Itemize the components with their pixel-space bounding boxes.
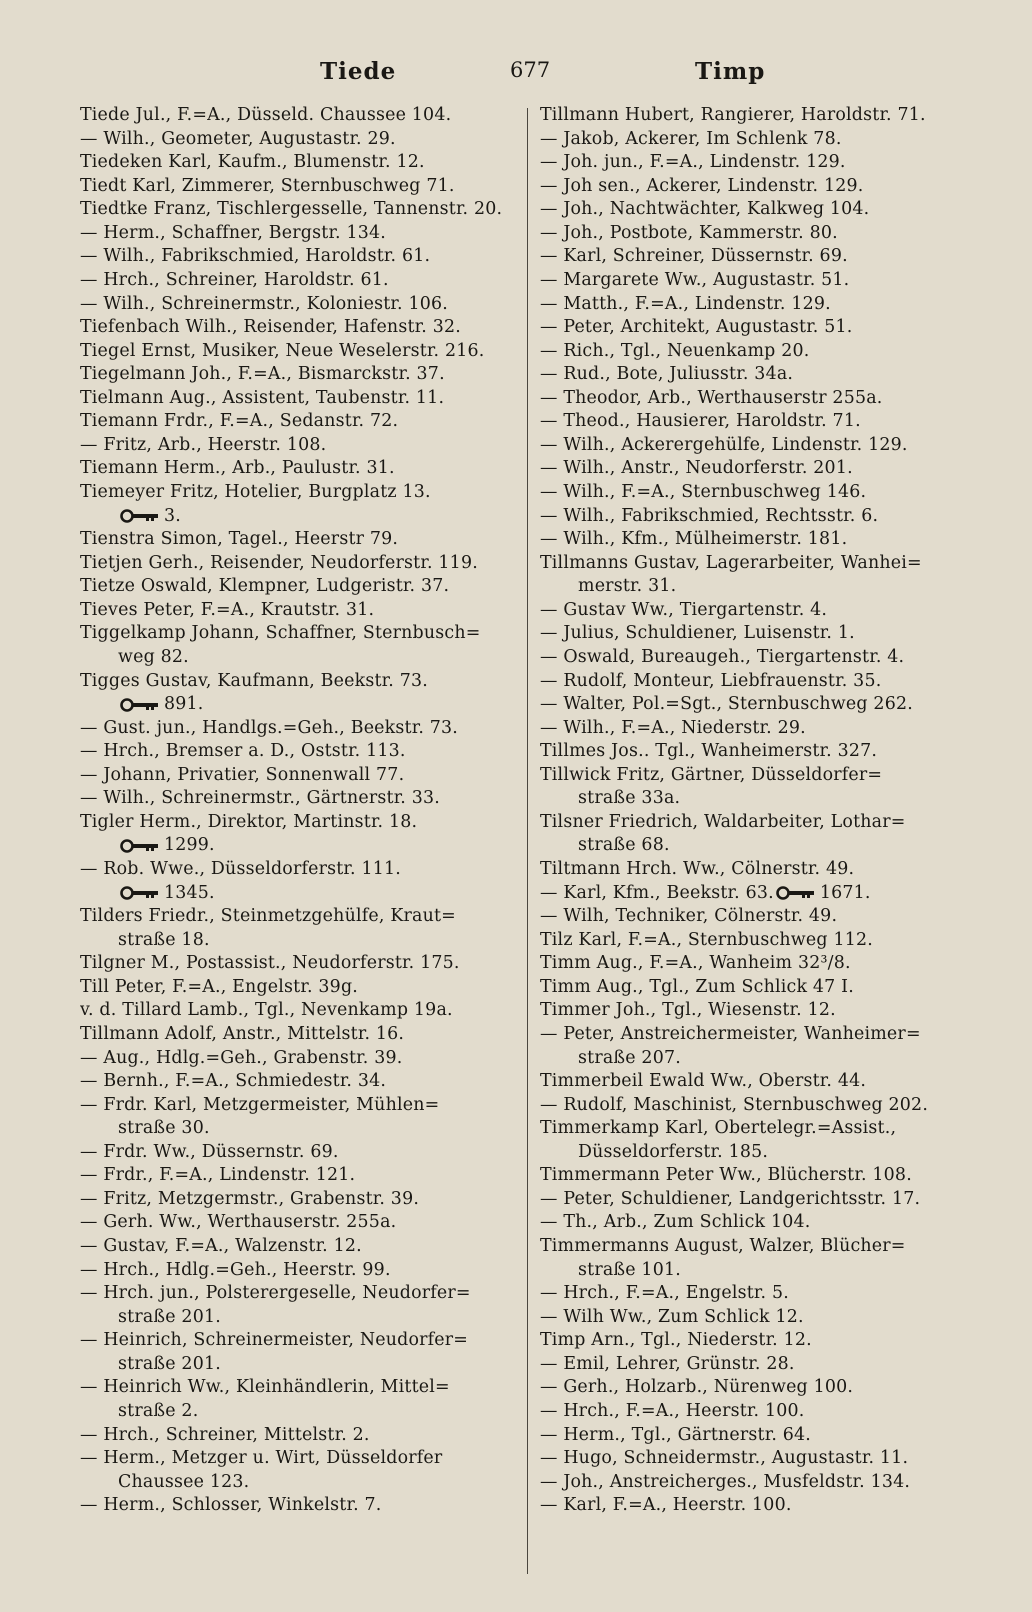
directory-entry: — Theodor, Arb., Werthauserstr 255a.: [540, 387, 883, 408]
directory-entry: Tilz Karl, F.=A., Sternbuschweg 112.: [540, 929, 873, 950]
directory-entry: Tiegelmann Joh., F.=A., Bismarckstr. 37.: [80, 364, 445, 385]
directory-entry: — Hugo, Schneidermstr., Augustastr. 11.: [540, 1448, 909, 1469]
directory-entry: — Emil, Lehrer, Grünstr. 28.: [540, 1353, 795, 1374]
telephone-key-icon: [120, 839, 160, 853]
column-divider: [527, 108, 528, 1574]
telephone-key-icon: [776, 886, 816, 900]
directory-entry: — Karl, F.=A., Heerstr. 100.: [540, 1495, 792, 1516]
directory-entry: — Wilh., Schreinermstr., Koloniestr. 106.: [80, 293, 448, 314]
directory-entry: Tillmes Jos.. Tgl., Wanheimerstr. 327.: [540, 741, 878, 762]
directory-entry: Tiltmann Hrch. Ww., Cölnerstr. 49.: [540, 859, 855, 879]
directory-entry: — Peter, Schuldiener, Landgerichtsstr. 17.: [540, 1188, 921, 1209]
entry-continuation: Düsseldorferstr. 185.: [578, 1141, 769, 1162]
directory-entry: Timmermann Peter Ww., Blücherstr. 108.: [540, 1165, 912, 1186]
directory-entry: — Joh., Nachtwächter, Kalkweg 104.: [540, 199, 870, 220]
directory-entry: Timmer Joh., Tgl., Wiesenstr. 12.: [540, 1000, 836, 1021]
entry-text: — Karl, Kfm., Beekstr. 63.: [540, 882, 774, 903]
directory-entry: Tillmann Hubert, Rangierer, Haroldstr. 71.: [540, 105, 926, 125]
directory-entry: — Oswald, Bureaugeh., Tiergartenstr. 4.: [540, 646, 905, 667]
entry-continuation: Chaussee 123.: [118, 1471, 250, 1492]
directory-entry: — Heinrich, Schreinermeister, Neudorfer=: [80, 1330, 469, 1351]
directory-entry: Tielmann Aug., Assistent, Taubenstr. 11.: [80, 387, 445, 408]
directory-entry: — Rob. Wwe., Düsseldorferstr. 111.: [80, 859, 402, 879]
directory-entry: — Gustav, F.=A., Walzenstr. 12.: [80, 1236, 362, 1256]
directory-entry: — Herm., Schlosser, Winkelstr. 7.: [80, 1495, 382, 1516]
telephone-line: [80, 882, 505, 906]
directory-entry: — Hrch., Bremser a. D., Oststr. 113.: [80, 741, 406, 762]
directory-entry: — Wilh., Schreinermstr., Gärtnerstr. 33.: [80, 788, 441, 809]
telephone-key-icon: [120, 886, 160, 900]
directory-entry: — Rich., Tgl., Neuenkamp 20.: [540, 340, 810, 361]
directory-entry: Tigler Herm., Direktor, Martinstr. 18.: [80, 811, 418, 832]
header-left-keyword: Tiede: [320, 58, 397, 85]
directory-entry: — Wilh., Fabrikschmied, Haroldstr. 61.: [80, 246, 431, 267]
header-right-keyword: Timp: [695, 58, 766, 85]
directory-entry: — Wilh., Anstr., Neudorferstr. 201.: [540, 458, 853, 479]
telephone-number: 3.: [164, 505, 181, 526]
directory-entry: — Hrch., F.=A., Engelstr. 5.: [540, 1283, 789, 1304]
telephone-line: [80, 693, 505, 717]
directory-entry: — Wilh., Fabrikschmied, Rechtsstr. 6.: [540, 505, 879, 526]
directory-entry: — Theod., Hausierer, Haroldstr. 71.: [540, 411, 861, 432]
entry-continuation: straße 207.: [578, 1047, 681, 1068]
directory-entry: Tillmann Adolf, Anstr., Mittelstr. 16.: [80, 1023, 405, 1044]
directory-entry: — Wilh., Kfm., Mülheimerstr. 181.: [540, 529, 848, 550]
directory-entry: Tillmanns Gustav, Lagerarbeiter, Wanhei=: [540, 552, 922, 573]
directory-entry: — Gustav Ww., Tiergartenstr. 4.: [540, 599, 828, 620]
entry-continuation: straße 18.: [118, 929, 210, 950]
directory-entry: — Hrch., Schreiner, Haroldstr. 61.: [80, 269, 389, 290]
directory-entry: Tiedtke Franz, Tischlergesselle, Tannenstr. 20.: [80, 199, 503, 220]
directory-entry: Tiemann Frdr., F.=A., Sedanstr. 72.: [80, 411, 399, 432]
directory-entry: — Fritz, Metzgermstr., Grabenstr. 39.: [80, 1188, 420, 1209]
entry-continuation: straße 30.: [118, 1118, 210, 1139]
directory-entry: — Hrch., Schreiner, Mittelstr. 2.: [80, 1424, 370, 1445]
directory-entry: — Herm., Tgl., Gärtnerstr. 64.: [540, 1424, 812, 1445]
directory-entry: — Jakob, Ackerer, Im Schlenk 78.: [540, 128, 842, 149]
directory-entry: — Peter, Anstreichermeister, Wanheimer=: [540, 1023, 921, 1044]
telephone-line: [80, 834, 505, 858]
telephone-number: 1299.: [164, 835, 215, 856]
directory-entry: — Joh. jun., F.=A., Lindenstr. 129.: [540, 152, 846, 173]
directory-entry: — Hrch., Hdlg.=Geh., Heerstr. 99.: [80, 1259, 391, 1280]
directory-entry: Tilgner M., Postassist., Neudorferstr. 175.: [80, 953, 460, 974]
directory-entry: — Johann, Privatier, Sonnenwall 77.: [80, 764, 405, 785]
directory-entry: — Herm., Metzger u. Wirt, Düsseldorfer: [80, 1448, 443, 1469]
directory-entry: — Rud., Bote, Juliusstr. 34a.: [540, 364, 794, 385]
directory-entry: — Julius, Schuldiener, Luisenstr. 1.: [540, 623, 855, 644]
directory-entry: Tilders Friedr., Steinmetzgehülfe, Kraut=: [80, 906, 456, 927]
directory-entry: Till Peter, F.=A., Engelstr. 39g.: [80, 976, 359, 997]
telephone-number: 891.: [164, 694, 204, 715]
directory-entry: Timm Aug., F.=A., Wanheim 32³/8.: [540, 953, 851, 974]
directory-entry: — Gust. jun., Handlgs.=Geh., Beekstr. 73.: [80, 717, 459, 738]
directory-entry: Timm Aug., Tgl., Zum Schlick 47 I.: [540, 976, 854, 997]
directory-entry: — Margarete Ww., Augustastr. 51.: [540, 269, 850, 290]
entry-continuation: straße 2.: [118, 1400, 199, 1421]
directory-entry: Tiemann Herm., Arb., Paulustr. 31.: [80, 458, 395, 479]
directory-entry: — Matth., F.=A., Lindenstr. 129.: [540, 293, 831, 314]
entry-continuation: straße 201.: [118, 1353, 221, 1374]
directory-entry: Tietjen Gerh., Reisender, Neudorferstr. 119.: [80, 552, 478, 573]
directory-entry: Tiede Jul., F.=A., Düsseld. Chaussee 104.: [80, 105, 452, 125]
entry-continuation: straße 68.: [578, 835, 670, 856]
entry-continuation: straße 33a.: [578, 788, 681, 809]
directory-entry: Tiedeken Karl, Kaufm., Blumenstr. 12.: [80, 152, 425, 173]
directory-entry: — Wilh Ww., Zum Schlick 12.: [540, 1306, 804, 1327]
right-column: [540, 104, 985, 1518]
telephone-key-icon: [120, 698, 160, 712]
directory-entry: — Gerh. Ww., Werthauserstr. 255a.: [80, 1212, 397, 1233]
directory-entry: Timp Arn., Tgl., Niederstr. 12.: [540, 1330, 812, 1351]
directory-entry: Timmerkamp Karl, Obertelegr.=Assist.,: [540, 1118, 897, 1139]
directory-entry: Tietze Oswald, Klempner, Ludgeristr. 37.: [80, 576, 450, 597]
directory-entry: — Th., Arb., Zum Schlick 104.: [540, 1212, 811, 1233]
telephone-key-icon: [120, 509, 160, 523]
directory-entry: v. d. Tillard Lamb., Tgl., Nevenkamp 19a.: [80, 1000, 453, 1021]
directory-entry: — Wilh., F.=A., Sternbuschweg 146.: [540, 482, 867, 502]
directory-entry: Tigges Gustav, Kaufmann, Beekstr. 73.: [80, 670, 429, 691]
directory-entry: — Wilh., Ackerergehülfe, Lindenstr. 129.: [540, 434, 908, 455]
directory-entry: — Bernh., F.=A., Schmiedestr. 34.: [80, 1071, 387, 1092]
directory-entry: — Aug., Hdlg.=Geh., Grabenstr. 39.: [80, 1047, 403, 1068]
directory-entry: Tiggelkamp Johann, Schaffner, Sternbusch=: [80, 623, 481, 644]
directory-entry: — Herm., Schaffner, Bergstr. 134.: [80, 222, 387, 243]
directory-entry: — Peter, Architekt, Augustastr. 51.: [540, 317, 853, 338]
directory-entry: Tienstra Simon, Tagel., Heerstr 79.: [80, 529, 399, 550]
directory-entry: Timmerbeil Ewald Ww., Oberstr. 44.: [540, 1071, 867, 1092]
directory-entry: — Wilh., Geometer, Augustastr. 29.: [80, 128, 396, 149]
entry-continuation: merstr. 31.: [578, 576, 677, 597]
directory-entry: — Rudolf, Monteur, Liebfrauenstr. 35.: [540, 670, 882, 691]
directory-entry: Tiemeyer Fritz, Hotelier, Burgplatz 13.: [80, 482, 431, 502]
directory-entry: — Rudolf, Maschinist, Sternbuschweg 202.: [540, 1094, 929, 1115]
directory-entry: — Frdr., F.=A., Lindenstr. 121.: [80, 1165, 356, 1186]
directory-entry: Tilsner Friedrich, Waldarbeiter, Lothar=: [540, 811, 906, 832]
directory-entry: Timmermanns August, Walzer, Blücher=: [540, 1236, 906, 1256]
entry-continuation: weg 82.: [118, 646, 189, 667]
directory-entry: Tillwick Fritz, Gärtner, Düsseldorfer=: [540, 764, 883, 785]
left-column: [80, 104, 505, 1518]
directory-entry: Tiefenbach Wilh., Reisender, Hafenstr. 32.: [80, 317, 461, 338]
directory-entry: — Frdr. Ww., Düssernstr. 69.: [80, 1141, 339, 1162]
directory-entry: — Karl, Schreiner, Düssernstr. 69.: [540, 246, 848, 267]
directory-entry: — Wilh., F.=A., Niederstr. 29.: [540, 717, 806, 738]
directory-entry: — Joh., Postbote, Kammerstr. 80.: [540, 222, 838, 243]
directory-entry: — Joh., Anstreicherges., Musfeldstr. 134.: [540, 1471, 911, 1492]
directory-entry: Tiedt Karl, Zimmerer, Sternbuschweg 71.: [80, 175, 455, 196]
entry-continuation: straße 101.: [578, 1259, 681, 1280]
directory-entry: — Hrch. jun., Polsterergeselle, Neudorfer=: [80, 1283, 471, 1304]
directory-entry: — Hrch., F.=A., Heerstr. 100.: [540, 1400, 805, 1421]
telephone-number: 1671.: [819, 882, 871, 903]
directory-entry: [540, 882, 985, 906]
entry-continuation: straße 201.: [118, 1306, 221, 1327]
page-number: 677: [510, 58, 551, 82]
directory-entry: — Joh sen., Ackerer, Lindenstr. 129.: [540, 175, 864, 196]
telephone-line: [80, 505, 505, 529]
directory-entry: — Gerh., Holzarb., Nürenweg 100.: [540, 1377, 854, 1398]
directory-entry: Tiegel Ernst, Musiker, Neue Weselerstr. 216.: [80, 340, 485, 361]
directory-entry: — Fritz, Arb., Heerstr. 108.: [80, 434, 327, 455]
directory-entry: — Frdr. Karl, Metzgermeister, Mühlen=: [80, 1094, 440, 1115]
directory-entry: — Wilh, Techniker, Cölnerstr. 49.: [540, 906, 838, 927]
directory-entry: — Heinrich Ww., Kleinhändlerin, Mittel=: [80, 1377, 450, 1398]
telephone-number: 1345.: [164, 882, 215, 903]
directory-entry: Tieves Peter, F.=A., Krautstr. 31.: [80, 599, 375, 620]
directory-entry: — Walter, Pol.=Sgt., Sternbuschweg 262.: [540, 694, 913, 715]
